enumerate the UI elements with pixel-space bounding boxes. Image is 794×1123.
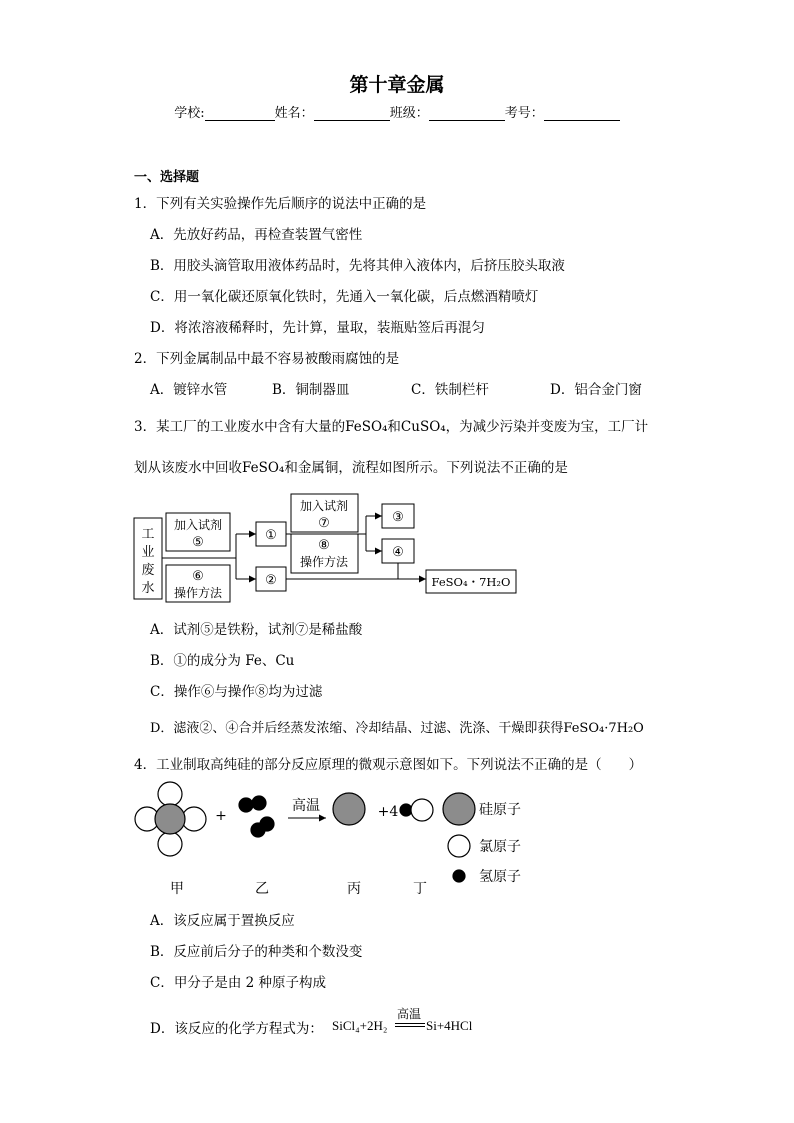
q4-micro-diagram: [128, 778, 548, 900]
q4-equation-condition: 高温: [397, 1007, 422, 1021]
q3-stem-line2: 划从该废水中回收FeSO₄和金属铜，流程如图所示。下列说法不正确的是: [134, 460, 568, 476]
molecule-yi-h1: [239, 798, 253, 812]
q2-stem: 2．下列金属制品中最不容易被酸雨腐蚀的是: [134, 351, 400, 367]
molecule-yi-h4: [260, 817, 274, 831]
reagent5-label: 加入试剂: [173, 518, 223, 532]
molecule-jia-cl-bottom: [158, 832, 182, 856]
reagent7-number: ⑦: [318, 516, 330, 531]
q1-option-a: A．先放好药品，再检查装置气密性: [150, 227, 363, 243]
molecule-jia-cl-right: [182, 807, 206, 831]
source-char-1: 工: [141, 527, 155, 542]
label-yi: 乙: [255, 881, 269, 897]
q3-option-a: A．试剂⑤是铁粉，试剂⑦是稀盐酸: [150, 622, 363, 638]
name-blank[interactable]: [314, 106, 390, 121]
diagram-plus4: +4: [377, 804, 399, 820]
node4-label: ④: [392, 545, 404, 560]
section-heading: 一、选择题: [134, 170, 200, 185]
q3-stem-line1: 3．某工厂的工业废水中含有大量的FeSO₄和CuSO₄，为减少污染并变废为宝，工厂计: [134, 419, 649, 435]
q1-option-b: B．用胶头滴管取用液体药品时，先将其伸入液体内，后挤压胶头取液: [150, 258, 565, 274]
q1-option-c: C．用一氧化碳还原氧化铁时，先通入一氧化碳，后点燃酒精喷灯: [150, 289, 539, 305]
name-label: 姓名：: [274, 106, 314, 121]
source-char-3: 废: [141, 563, 155, 578]
legend-hydrogen: 氢原子: [479, 869, 521, 885]
student-info-line: [0, 102, 794, 121]
q4-option-a: A．该反应属于置换反应: [150, 913, 295, 929]
reaction-condition: 高温: [292, 798, 320, 814]
legend-chlorine-swatch: [448, 835, 470, 857]
source-char-4: 水: [141, 581, 155, 596]
class-blank[interactable]: [429, 106, 505, 121]
legend-hydrogen-swatch: [453, 870, 465, 882]
q1-stem: 1．下列有关实验操作先后顺序的说法中正确的是: [134, 196, 427, 212]
school-label: 学校:: [174, 106, 205, 121]
q3-option-d: D．滤液②、④合并后经蒸发浓缩、冷却结晶、过滤、洗涤、干燥即获得FeSO₄·7H₂O: [150, 721, 644, 736]
reagent5-number: ⑤: [192, 535, 204, 550]
page-title: 第十章金属: [349, 74, 445, 96]
q3-flow-diagram: [130, 490, 530, 605]
q4-option-b: B．反应前后分子的种类和个数没变: [150, 944, 363, 960]
q2-option-b: B．铜制器皿: [272, 382, 350, 398]
legend-silicon: 硅原子: [479, 802, 521, 818]
school-blank[interactable]: [205, 106, 275, 121]
label-ding: 丁: [413, 881, 427, 897]
molecule-jia-si: [155, 804, 185, 834]
exam-no-blank[interactable]: [544, 106, 620, 121]
q4-equation-right: Si+4HCl: [426, 1018, 473, 1033]
diagram-plus: +: [215, 808, 227, 824]
q1-option-d: D．将浓溶液稀释时，先计算，量取，装瓶贴签后再混匀: [150, 320, 485, 336]
q4-option-d: D．该反应的化学方程式为：: [150, 1021, 323, 1037]
legend-chlorine: 氯原子: [479, 839, 521, 855]
molecule-bing-si: [333, 793, 365, 825]
class-label: 班级：: [389, 106, 429, 121]
legend-silicon-swatch: [443, 793, 475, 825]
q2-option-c: C．铁制栏杆: [411, 382, 489, 398]
product-label: FeSO₄・7H₂O: [431, 575, 511, 589]
label-bing: 丙: [347, 881, 361, 897]
q3-option-b: B．①的成分为 Fe、Cu: [150, 653, 295, 669]
op8-label: 操作方法: [299, 555, 349, 569]
molecule-ding-cl: [411, 799, 433, 821]
molecule-yi-h2: [252, 796, 266, 810]
node1-label: ①: [265, 528, 277, 543]
q4-option-c: C．甲分子是由 2 种原子构成: [150, 975, 327, 991]
q2-option-a: A．镀锌水管: [150, 382, 228, 398]
q4-stem: 4．工业制取高纯硅的部分反应原理的微观示意图如下。下列说法不正确的是（ ）: [134, 757, 643, 773]
exam-no-label: 考号：: [504, 106, 544, 121]
equation-line-top: [395, 1023, 425, 1024]
q4-equation-left: SiCl₄+2H₂: [332, 1018, 388, 1033]
node3-label: ③: [392, 510, 404, 525]
q3-option-c: C．操作⑥与操作⑧均为过滤: [150, 684, 323, 700]
node2-label: ②: [265, 573, 277, 588]
molecule-ding-h: [400, 804, 412, 816]
label-jia: 甲: [170, 881, 184, 897]
source-char-2: 业: [141, 545, 155, 560]
op8-number: ⑧: [318, 538, 330, 553]
op6-label: 操作方法: [173, 586, 223, 600]
molecule-jia-cl-top: [158, 782, 182, 806]
q2-option-d: D．铝合金门窗: [550, 382, 642, 398]
equation-line-bottom: [395, 1026, 425, 1027]
reagent7-label: 加入试剂: [299, 499, 349, 513]
op6-number: ⑥: [192, 569, 204, 584]
